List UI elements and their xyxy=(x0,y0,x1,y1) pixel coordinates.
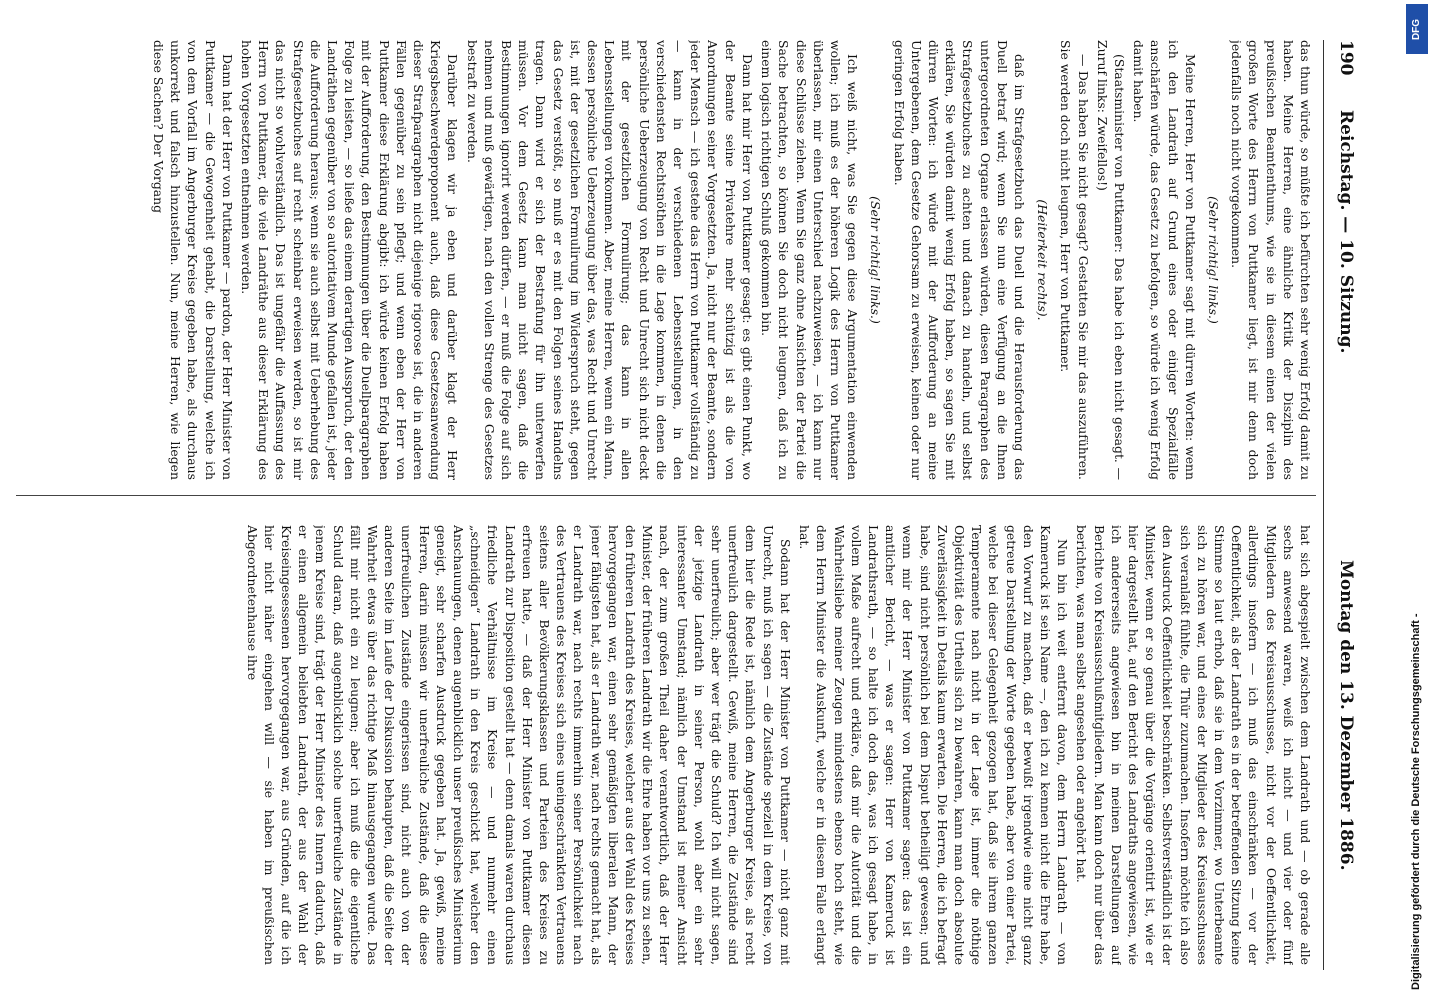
column-separator xyxy=(16,495,1316,496)
digitization-credit: Digitalisierung gefördert durch die Deutsche Forschungsgemeinschaft - xyxy=(1410,613,1422,990)
right-column xyxy=(14,525,1314,965)
paragraph: Meine Herren, Herr von Puttkamer sagt mit dürren Worten: wenn ich den Landrath auf Grund eines oder einiger Spezialfälle anschärfen würde, das Gesetz zu befolgen, so würde ich wenig Erfolg damit haben. xyxy=(1131,40,1198,480)
header-left-title: Reichstag. — 10. Sitzung. xyxy=(1336,110,1356,354)
left-column xyxy=(14,40,1314,480)
paragraph: daß im Strafgesetzbuch das Duell und die Herausforderung das Duell betraf wird; wenn Sie nun eine Verfügung an die Ihnen untergeordneten Organe erlassen würden, diesen Paragraphen des Strafgesetzbuches zu achten und danach zu handeln, und selbst erklären, Sie würden damit wenig Erfolg haben, so sagen Sie mit dürren Worten: ich würde mit der Aufforderung an meine Untergebenen, dem Gesetze Gehorsam zu erweisen, keinen oder nur geringen Erfolg haben. xyxy=(891,40,1027,480)
interjection: (Sehr richtig! links.) xyxy=(868,196,884,324)
paragraph: Ich weiß nicht, was Sie gegen diese Argumentation einwenden wollen; ich muß es der höheren Logik des Herrn von Puttkamer überlassen, mir einen Unterschied nachzuweisen, — ich kann nur diese Schlüsse ziehen. Wenn Sie ganz ohne Ansichten der Partei die Sache betrachten, so können Sie doch nicht leugnen, daß ich zu einem logisch richtigen Schluß gekommen bin. xyxy=(759,40,861,480)
header-rule xyxy=(1323,40,1324,970)
header-right-title: Montag den 13. Dezember 1886. xyxy=(1336,560,1356,871)
paragraph: hat sich abgespielt zwischen dem Landrath und — ob gerade alle sechs anwesend waren, weiß ich nicht — und vier oder fünf Mitgliedern des Kreisausschusses, nicht vor der Oeffentlichkeit, allerdings insofern — ich muß das einschränken — vor der Oeffentlichkeit, als der Landrath es in der betreffenden Sitzung keine Stimme so laut erhob, daß sie in dem Vorzimmer, wo Unterbeamte sich zu hören war, und eines der Mitglieder des Kreisausschusses sich veranlaßt fühlte, die Thür zuzumachen. Insofern möchte ich also den Ausdruck Oeffentlichkeit beschränken. Selbstverständlich ist der Minister, wenn er so genau über die Vorgänge orientirt ist, wie er hier dargestellt hat, auf den Bericht des Landraths angewiesen, wie ich andererseits angewiesen bin in meinen Darstellungen auf Berichte von Kreisausschußmitgliedern. Man kann doch nur über das berichten, was man selbst angesehen oder angehört hat. xyxy=(1074,525,1313,965)
paragraph: — Das haben Sie nicht gesagt? Gestatten Sie mir das auszuführen. Sie werden doch nicht leugnen, Herr von Puttkamer. xyxy=(1058,40,1091,480)
running-header xyxy=(1330,40,1356,970)
interjection: (Sehr richtig! links.) xyxy=(1205,196,1221,324)
paragraph: Darüber klagen wir ja eben und darüber klagt der Herr Kriegsbeschwerdeproponent auch, daß diese Gesetzesanwendung dieser Strafparagraphen nicht diejenige rigorose ist, die in anderen Fällen gegenüber zu sein pflegt; und wenn eben der Herr von Puttkamer diese Erklärung abgibt: ich würde keinen Erfolg haben mit der Aufforderung, den Bestimmungen über die Duellparagraphen Folge zu leisten, — so ließe das einem derartigen Ausspruch, der den Landräthen gegenüber von so autoritativem Munde gefallen ist, jeder die Aufforderung heraus; wenn sie auch selbst mit Ueberhebung des Strafgesetzbuches auf recht scheinbar erweisen werden, so ist mir das nicht so wohlverständlich. Das ist ungefähr die Auffassung des Herrn von Puttkamer, die viele Landräthe aus dieser Erklärung des hohen Vorgesetzten entnehmen werden. xyxy=(239,40,461,480)
paragraph: Dann hat der Herr von Puttkamer — pardon, der Herr Minister von Puttkamer — die Gewogenheit gehabt, die Darstellung, welche ich von dem Vorfall im Angerburger Kreise gegeben habe, als durchaus unkorrekt und falsch hinzustellen. Nun, meine Herren, wie liegen diese Sachen? Der Vorgang xyxy=(151,40,235,480)
dfg-logo-text: DFG xyxy=(1411,18,1423,40)
page-number: 190 xyxy=(1336,40,1356,76)
side-credit-strip xyxy=(1402,0,1432,1000)
paragraph: Dann hat mir Herr von Puttkamer gesagt: es gibt einen Punkt, wo der Beamte seine Privatehre mehr schützig ist als die von Anordnungen seiner Vorgesetzten. Ja, nicht nur der Beamte, sondern jeder Mensch — ich gestehe das Herrn von Puttkamer vollständig zu — kann in der verschiedenen Lebensstellungen, in den verschiedensten Rechtsnöthen in die Lage kommen, in denen die persönliche Ueberzeugung von Recht und Unrecht sich nicht deckt mit der gesetzlichen Formulirung; das kann in allen Lebensstellungen vorkommen. Aber, meine Herren, wenn ein Mann, dessen persönliche Ueberzeugung über das, was Recht und Unrecht ist, mit der gesetzlichen Formulirung im Widerspruch steht, gegen das Gesetz verstößt, so muß er es mit den Folgen seines Handelns tragen. Dann wird er sich der Bestrafung für ihn unterwerfen müssen. Vor dem Gesetz kann man nicht sagen, daß die Bestimmungen ignorirt werden dürfen, — er muß die Folge auf sich nehmen und muß gewärtigen, nach den vollen Strenge des Gesetzes bestraft zu werden. xyxy=(464,40,755,480)
paragraph: das thun würde, so müßte ich befürchten sehr wenig Erfolg damit zu haben. Meine Herren, eine ähnliche Kritik der Disziplin des preußischen Beamtenthums, wie sie in diesem einen der vielen großen Worte des Herrn von Puttkamer liegt, ist mir denn doch jedenfalls noch nicht vorgekommen. xyxy=(1229,40,1313,480)
paragraph: (Staatsminister von Puttkamer: Das habe ich eben nicht gesagt. — Zuruf links: Zweifellos!) xyxy=(1094,40,1127,480)
interjection: (Heiterkeit rechts). xyxy=(1035,199,1051,321)
paragraph: Sodann hat der Herr Minister von Puttkamer — nicht ganz mit Unrecht, muß ich sagen — die Zustände speziell in dem Kreise, von dem hier die Rede ist, nämlich dem Angerburger Kreise, als recht unerfreulich dargestellt. Gewiß, meine Herren, die Zustände sind sehr unerfreulich; aber wer trägt die Schuld? Ich will nicht sagen, der jetzige Landrath in seiner Person, wohl aber ein sehr interessanter Umstand; nämlich der Umstand ist meiner Ansicht nach, der zum großen Theil daher verantwortlich, daß der Herr Minister, der früheren Landrath wir die Ehre haben vor uns zu sehen, den früheren Landrath des Kreises, welcher aus der Wahl des Kreises hervorgegangen war, einen sehr gemäßigten liberalen Mann, der jener fähigsten hat, als er Landrath war, nach rechts gemacht hat, als er Landrath war, nach rechts immerhin seiner Persönlichkeit nach des Vertrauens des Kreises sich eines uneingeschränkten Vertrauens seitens aller Bevölkerungsklassen und Parteien des Kreises zu erfreuen hatte, — daß der Herr Minister von Puttkamer diesen Landrath zur Disposition gestellt hat — denn damals waren durchaus friedliche Verhältnisse im Kreise — und nunmehr einen „schneidigen“ Landrath in den Kreis geschickt hat, welcher den Anschauungen, denen augenblicklich unser preußisches Ministerium geneigt, sehr scharfen Ausdruck gegeben hat. Ja, gewiß, meine Herren, darin müssen wir unerfreuliche Zustände, daß die diese unerfreulichen Zustände eingerissen sind, nicht auch von der anderen Seite im Laufe der Diskussion behaupten, daß die Seite der Wahrheit etwas über das richtige Maß hinausgegangen wurde. Das fällt mir nicht ein zu leugnen; aber ich muß die die eigentliche Schuld daran, daß augenblicklich solche unerfreuliche Zustände in jenem Kreise sind, trägt der Herr Minister des Innern dadurch, daß er einen allgemein beliebten Landrath, der aus der Wahl der Kreiseingesessenen hervorgegangen war, aus Gründen, auf die ich hier nicht näher eingehen will — sie haben im preußischen Abgeordnetenhause ihre xyxy=(244,525,793,965)
paragraph: Nun bin ich weit entfernt davon, dem Herrn Landrath — von Kameruck ist sein Name —, den ich zu kennen nicht die Ehre habe, den Vorwurf zu machen, daß er bewußt irgendwie eine nicht ganz getreue Darstellung der Worte gegeben habe, aber von einer Partei, welche bei dieser Gelegenheit gezogen hat, daß sie ihrem ganzen Temperamente nach nicht in der Lage ist, immer die nöthige Objektivität des Urtheils sich zu bewahren, kann man doch absolute Zuverlässigkeit in Details kaum erwarten. Die Herren, die ich befragt habe, sind nicht persönlich bei dem Disput betheiligt gewesen; und wenn mir der Herr Minister von Puttkamer sagen: das ist ein amtlicher Bericht, — was er sagen: Herr von Kameruck ist Landrathsrath, — so halte ich doch das, was ich gesagt habe, in vollem Maße aufrecht und erkläre, daß mir die Autorität und die Wahrheitsliebe meiner Zeugen mindestens ebenso hoch steht, wie dem Herrn Minister die Auskunft, welche er in diesem Falle erlangt hat. xyxy=(797,525,1071,965)
